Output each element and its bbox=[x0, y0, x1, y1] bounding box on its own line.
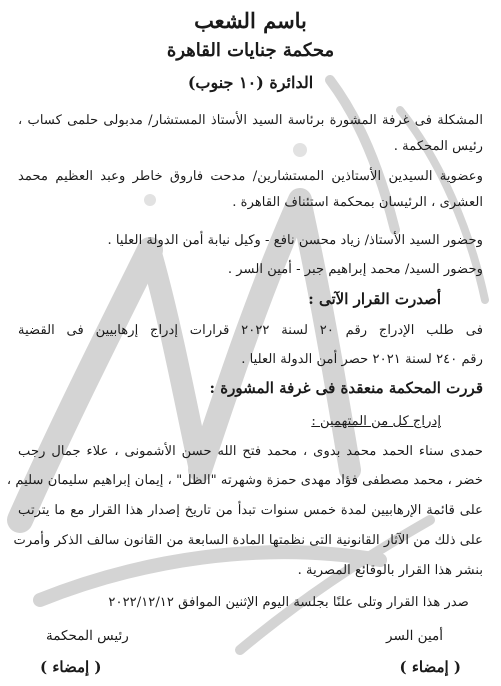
body-line: وحضور السيد/ محمد إبراهيم جبر - أمين السر . bbox=[227, 262, 483, 277]
section-heading: قررت المحكمة منعقدة فى غرفة المشورة : bbox=[209, 379, 483, 397]
body-line: على قائمة الإرهابيين لمدة خمس سنوات تبدأ من تاريخ إصدار هذا القرار مع ما يترتب bbox=[18, 503, 483, 518]
document-title: باسم الشعب bbox=[194, 8, 307, 33]
court-president-title: رئيس المحكمة bbox=[46, 628, 129, 644]
body-line: خضر ، محمد مصطفى فؤاد مهدى حمزة وشهرته "الظل" ، إيمان إبراهيم سليمان سليم ، bbox=[6, 473, 483, 488]
section-heading: أصدرت القرار الآتى : bbox=[308, 290, 441, 308]
body-line: المشكلة فى غرفة المشورة برئاسة السيد الأستاذ المستشار/ مدبولى حلمى كساب ، bbox=[18, 113, 483, 128]
body-line: وعضوية السيدين الأستاذين المستشارين/ مدحت فاروق خاطر وعبد العظيم محمد bbox=[18, 169, 483, 184]
closing-line: صدر هذا القرار وتلى علنًا بجلسة اليوم الإثنين الموافق ٢٠٢٢/١٢/١٢ bbox=[108, 595, 469, 610]
body-line: حمدى سناء الحمد محمد بدوى ، محمد فتح الله حسن الأشمونى ، علاء جمال رجب bbox=[18, 444, 483, 459]
court-name: محكمة جنايات القاهرة bbox=[166, 40, 335, 61]
clerk-signature: ( إمضاء ) bbox=[399, 658, 461, 676]
body-line: وحضور السيد الأستاذ/ زياد محسن نافع - وكيل نيابة أمن الدولة العليا . bbox=[107, 233, 483, 248]
body-line: رئيس المحكمة . bbox=[393, 139, 483, 154]
body-line: رقم ٢٤٠ لسنة ٢٠٢١ حصر أمن الدولة العليا . bbox=[241, 352, 483, 367]
circuit-name: الدائرة (١٠ جنوب) bbox=[187, 73, 314, 92]
body-line: بنشر هذا القرار بالوقائع المصرية . bbox=[297, 563, 483, 578]
body-line: العشرى ، الرئيسان بمحكمة استئناف القاهرة . bbox=[232, 195, 483, 210]
body-line: على ذلك من الآثار القانونية التى نظمتها المادة السابعة من القانون سالف الذكر وأمرت bbox=[13, 533, 483, 548]
body-line: فى طلب الإدراج رقم ٢٠ لسنة ٢٠٢٢ قرارات إدراج إرهابيين فى القضية bbox=[18, 323, 483, 338]
clerk-title: أمين السر bbox=[386, 628, 443, 644]
sub-heading: إدراج كل من المتهمين : bbox=[311, 414, 441, 429]
court-president-signature: ( إمضاء ) bbox=[40, 658, 102, 676]
